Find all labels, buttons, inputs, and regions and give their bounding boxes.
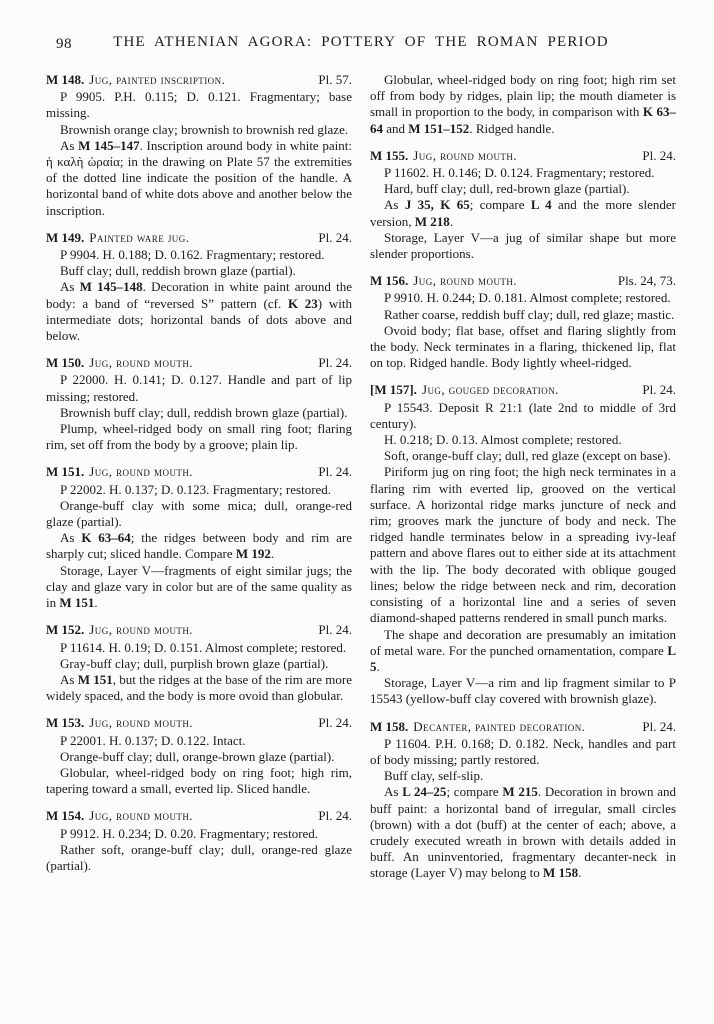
entry-heading: [46, 808, 352, 824]
entry-id: M 155.: [370, 147, 409, 163]
entry-heading-label: [370, 382, 559, 398]
running-head: [46, 34, 676, 56]
page-title: THE ATHENIAN AGORA: POTTERY OF THE ROMAN PERIOD: [113, 34, 609, 50]
paragraph: Piriform jug on ring foot; the high neck terminates in a flaring rim with everted lip, grooved on the vertical surface. A horizontal ridge marks juncture of neck and rim; grooves mark the juncture of body and neck. The ridged handle terminates below in a spreading ivy-leaf pattern and above flares out to either side at its attachment with the lip. The body decorated with oblique gouged lines; below the ridge between neck and rim, decoration consisting of a horizontal line and a series of seven diamond-shaped patterns rendered in small punch marks.: [370, 464, 676, 626]
paragraph: P 9905. P.H. 0.115; D. 0.121. Fragmentary; base missing.: [46, 89, 352, 121]
text-columns: [46, 72, 676, 882]
entry-id: M 154.: [46, 808, 85, 824]
paragraph: P 22002. H. 0.137; D. 0.123. Fragmentary; restored.: [60, 481, 332, 497]
paragraph: P 9910. H. 0.244; D. 0.181. Almost complete; restored.: [384, 290, 671, 306]
paragraph: As K 63–64; the ridges between body and rim are sharply cut; sliced handle. Compare M 192.: [46, 530, 353, 562]
entry-plate-ref: Pl. 24.: [318, 622, 352, 638]
paragraph: Storage, Layer V—a rim and lip fragment similar to P 15543 (yellow-buff clay covered with brownish glaze).: [370, 675, 676, 707]
paragraph: Hard, buff clay; dull, red-brown glaze (partial).: [384, 181, 630, 197]
entry-id: M 152.: [46, 622, 85, 638]
entry-heading: [46, 715, 352, 731]
paragraph: Brownish buff clay; dull, reddish brown glaze (partial).: [60, 404, 348, 420]
entry-heading: [46, 72, 352, 88]
entry-heading-label: [46, 230, 189, 246]
paragraph: Brownish orange clay; brownish to brownish red glaze.: [60, 121, 349, 137]
paragraph: P 9912. H. 0.234; D. 0.20. Fragmentary; restored.: [60, 825, 319, 841]
entry-title: Jug, round mouth.: [89, 464, 193, 480]
paragraph: As L 24–25; compare M 215. Decoration in brown and buff paint: a horizontal band of irregular, small circles (brown) with a dot (buff) at the center of each; above, a crudely executed wreath in brown with details added in buff. An uninventoried, fragmentary decanter-neck in storage (Layer V) may belong to M 158.: [370, 784, 676, 881]
entry-id: M 158.: [370, 718, 409, 734]
entry-title: Jug, round mouth.: [89, 715, 193, 731]
paragraph: Storage, Layer V—a jug of similar shape but more slender proportions.: [370, 229, 676, 262]
entry-plate-ref: Pl. 24.: [642, 147, 676, 163]
catalog-entry: [46, 230, 352, 344]
entry-heading: [46, 464, 352, 480]
paragraph: Rather soft, orange-buff clay; dull, orange-red glaze (partial).: [46, 841, 352, 873]
paragraph: Gray-buff clay; dull, purplish brown glaze (partial).: [60, 655, 329, 671]
paragraph: The shape and decoration are presumably an imitation of metal ware. For the punched ornamentation, compare L 5.: [370, 626, 676, 674]
paragraph: As M 145–147. Inscription around body in white paint: ἡ καλὴ ὡραία; in the drawing on Plate 57 the extremities of the dotted line indicate the position of the handle. A horizontal band of white dots above and another below the inscription.: [46, 137, 352, 218]
entry-heading-label: [46, 464, 193, 480]
paragraph: P 22001. H. 0.137; D. 0.122. Intact.: [60, 732, 246, 748]
paragraph: Rather coarse, reddish buff clay; dull, red glaze; mastic.: [384, 306, 675, 322]
paragraph: Plump, wheel-ridged body on small ring foot; flaring rim, set off from the body by a groove; plain lip.: [46, 421, 352, 453]
entry-title: Painted ware jug.: [89, 229, 190, 245]
paragraph: P 22000. H. 0.141; D. 0.127. Handle and part of lip missing; restored.: [46, 372, 352, 404]
catalog-entry: [370, 382, 676, 707]
entry-heading: [46, 230, 352, 246]
paragraph: Orange-buff clay with some mica; dull, orange-red glaze (partial).: [46, 497, 352, 530]
entry-title: Jug, painted inscription.: [89, 72, 226, 87]
entry-plate-ref: Pls. 24, 73.: [617, 273, 676, 289]
entry-plate-ref: Pl. 24.: [318, 355, 352, 371]
catalog-entry: [46, 808, 352, 874]
paragraph: Buff clay, self-slip.: [384, 768, 484, 784]
entry-heading-label: [370, 273, 517, 289]
entry-title: Jug, gouged decoration.: [421, 382, 559, 398]
catalog-entry: [46, 715, 352, 797]
entry-id: M 148.: [46, 72, 85, 87]
paragraph: P 11602. H. 0.146; D. 0.124. Fragmentary; restored.: [384, 165, 655, 181]
entry-id: M 149.: [46, 229, 85, 245]
entry-title: Jug, round mouth.: [413, 273, 517, 289]
entry-heading: [46, 355, 352, 371]
entry-id: M 150.: [46, 355, 85, 371]
page-number: 98: [56, 36, 72, 52]
catalog-entry: [370, 719, 676, 882]
entry-id: M 151.: [46, 464, 85, 480]
paragraph: Soft, orange-buff clay; dull, red glaze (except on base).: [384, 448, 671, 464]
entry-plate-ref: Pl. 24.: [318, 464, 352, 480]
entry-heading-label: [370, 148, 517, 164]
entry-plate-ref: Pl. 24.: [318, 808, 352, 824]
catalog-entry: [370, 273, 676, 371]
paragraph: Orange-buff clay; dull, orange-brown glaze (partial).: [60, 748, 335, 764]
entry-heading-label: [46, 622, 193, 638]
entry-plate-ref: Pl. 24.: [642, 718, 676, 734]
paragraph: Globular, wheel-ridged body on ring foot; high rim set off from body by ridges, plain lip; the mouth diameter is small in proportion to the body, in comparison with K 63–64 and M 151–152. Ridged handle.: [370, 72, 676, 136]
paragraph: Ovoid body; flat base, offset and flaring slightly from the body. Neck terminates in a flaring, thickened lip, flat on top. Ridged handle. Body lightly wheel-ridged.: [370, 322, 676, 371]
paragraph: Storage, Layer V—fragments of eight similar jugs; the clay and glaze vary in color but are of the same quality as in M 151.: [46, 562, 352, 611]
catalog-entry: [46, 464, 352, 611]
entry-heading: [46, 622, 352, 638]
entry-heading-label: [46, 808, 193, 824]
entry-plate-ref: Pl. 24.: [318, 229, 352, 245]
entry-title: Jug, round mouth.: [89, 355, 193, 371]
catalog-entry: [46, 355, 352, 453]
entry-heading: [370, 273, 676, 289]
entry-id: M 156.: [370, 273, 409, 289]
paragraph: P 11614. H. 0.19; D. 0.151. Almost complete; restored.: [60, 639, 347, 655]
paragraph: P 11604. P.H. 0.168; D. 0.182. Neck, handles and part of body missing; partly restored.: [370, 735, 676, 767]
entry-id: M 153.: [46, 715, 85, 731]
entry-heading-label: [46, 72, 225, 88]
entry-title: Decanter, painted decoration.: [413, 718, 586, 734]
entry-plate-ref: Pl. 57.: [318, 72, 352, 87]
paragraph: Globular, wheel-ridged body on ring foot; high rim, tapering toward a small, everted lip. Sliced handle.: [46, 764, 352, 797]
paragraph: Buff clay; dull, reddish brown glaze (partial).: [60, 263, 296, 279]
entry-heading: [370, 719, 676, 735]
paragraph: As M 145–148. Decoration in white paint around the body: a band of “reversed S” pattern (cf. K 23) with intermediate dots; horizontal bands of dots above and below.: [46, 279, 352, 344]
entry-title: Jug, round mouth.: [413, 147, 517, 163]
entry-heading: [370, 148, 676, 164]
entry-title: Jug, round mouth.: [89, 808, 193, 824]
entry-plate-ref: Pl. 24.: [318, 715, 352, 731]
paragraph: As J 35, K 65; compare L 4 and the more slender version, M 218.: [370, 197, 676, 229]
entry-heading-label: [46, 355, 193, 371]
entry-heading: [370, 382, 676, 398]
column-left: [46, 72, 352, 882]
catalog-entry: [370, 72, 676, 137]
paragraph: H. 0.218; D. 0.13. Almost complete; restored.: [384, 432, 622, 448]
paragraph: As M 151, but the ridges at the base of the rim are more widely spaced, and the body is more ovoid than globular.: [46, 671, 352, 704]
catalog-entry: [46, 72, 352, 219]
catalog-entry: [370, 148, 676, 262]
entry-id: [M 157].: [370, 382, 417, 398]
paragraph: P 9904. H. 0.188; D. 0.162. Fragmentary; restored.: [60, 247, 325, 263]
paragraph: P 15543. Deposit R 21:1 (late 2nd to middle of 3rd century).: [370, 399, 676, 431]
entry-title: Jug, round mouth.: [89, 622, 193, 638]
column-right: [370, 72, 676, 882]
entry-heading-label: [370, 719, 585, 735]
entry-heading-label: [46, 715, 193, 731]
catalog-entry: [46, 622, 352, 704]
entry-plate-ref: Pl. 24.: [642, 382, 676, 398]
